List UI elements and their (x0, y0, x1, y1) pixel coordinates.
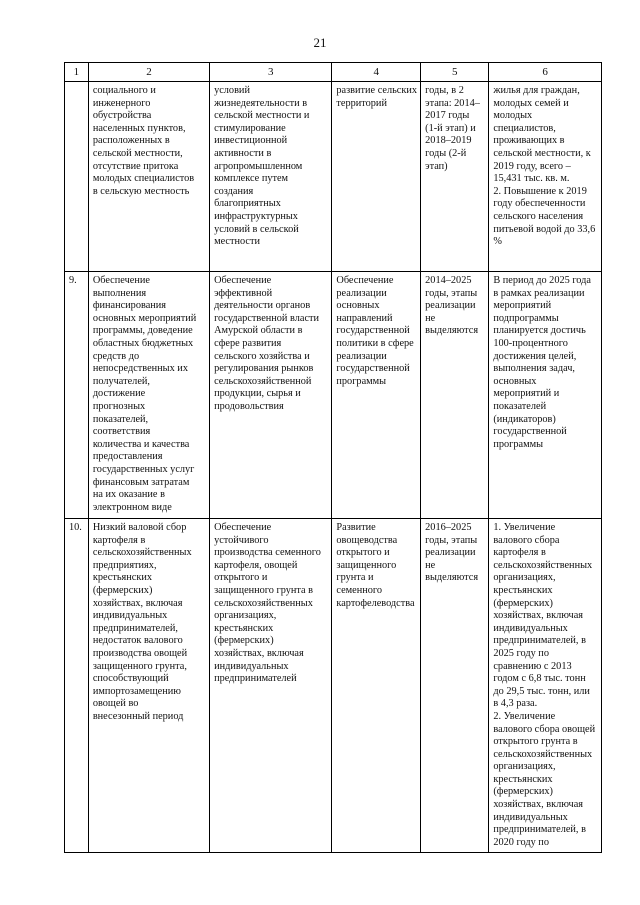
table-header-row (65, 63, 602, 82)
header-cell: 5 (421, 63, 489, 82)
table-row (65, 272, 602, 519)
table-row (65, 82, 602, 272)
goal-cell: Обеспечение эффективной деятельности органов государственной власти Амурской области в сфере развития сельского хозяйства и регулирования рынков сельскохозяйственной продукции, сырья и продовольствия (210, 272, 332, 519)
header-cell: 3 (210, 63, 332, 82)
subprogram-cell: развитие сельских территорий (332, 82, 421, 272)
problem-cell: социального и инженерного обустройства населенных пунктов, расположенных в сельской местности, отсутствие притока молодых специалистов в сельскую местность (88, 82, 209, 272)
header-cell: 4 (332, 63, 421, 82)
result-cell: жилья для граждан, молодых семей и молодых специалистов, проживающих в сельской местности, к 2019 году, всего – 15,431 тыс. кв. м. 2. Повышение к 2019 году обеспеченности сельского населения питьевой водой до 33,6 % (489, 82, 602, 272)
subprogram-cell: Обеспечение реализации основных направлений государственной политики в сфере реализации государственной программы (332, 272, 421, 519)
program-table (64, 62, 602, 853)
header-cell: 1 (65, 63, 89, 82)
period-cell: 2016–2025 годы, этапы реализации не выделяются (421, 519, 489, 853)
row-number: 10. (65, 519, 89, 853)
goal-cell: условий жизнедеятельности в сельской местности и стимулирование инвестиционной активности в агропромышленном комплексе путем создания благоприятных инфраструктурных условий в сельской местности (210, 82, 332, 272)
table-row (65, 519, 602, 853)
page-number: 21 (313, 35, 327, 50)
period-cell: годы, в 2 этапа: 2014– 2017 годы (1-й этап) и 2018–2019 годы (2-й этап) (421, 82, 489, 272)
header-cell: 2 (88, 63, 209, 82)
result-cell: В период до 2025 года в рамках реализации мероприятий подпрограммы планируется достичь 100-процентного достижения целей, выполнения задач, основных мероприятий и показателей (индикаторов) государственной программы (489, 272, 602, 519)
header-cell: 6 (489, 63, 602, 82)
period-cell: 2014–2025 годы, этапы реализации не выделяются (421, 272, 489, 519)
row-number (65, 82, 89, 272)
problem-cell: Низкий валовой сбор картофеля в сельскохозяйственных предприятиях, крестьянских (фермерских) хозяйствах, включая индивидуальных предпринимателей, недостаток валового производства овощей защищенного грунта, способствующий импортозамещению овощей во внесезонный период (88, 519, 209, 853)
subprogram-cell: Развитие овощеводства открытого и защищенного грунта и семенного картофелеводства (332, 519, 421, 853)
problem-cell: Обеспечение выполнения финансирования основных мероприятий программы, доведение областных бюджетных средств до непосредственных их получателей, достижение прогнозных показателей, соответствия количества и качества предоставления государственных услуг финансовым затратам на их оказание в электронном виде (88, 272, 209, 519)
goal-cell: Обеспечение устойчивого производства семенного картофеля, овощей открытого и защищенного грунта в сельскохозяйственных организациях, крестьянских (фермерских) хозяйствах, включая индивидуальных предпринимателей (210, 519, 332, 853)
result-cell: 1. Увеличение валового сбора картофеля в сельскохозяйственных организациях, крестьянских (фермерских) хозяйствах, включая индивидуальных предпринимателей, в 2025 году по сравнению с 2013 годом с 6,8 тыс. тонн до 29,5 тыс. тонн, или в 4,3 раза. 2. Увеличение валового сбора овощей открытого грунта в сельскохозяйственных организациях, крестьянских (фермерских) хозяйствах, включая индивидуальных предпринимателей, в 2020 году по (489, 519, 602, 853)
row-number: 9. (65, 272, 89, 519)
